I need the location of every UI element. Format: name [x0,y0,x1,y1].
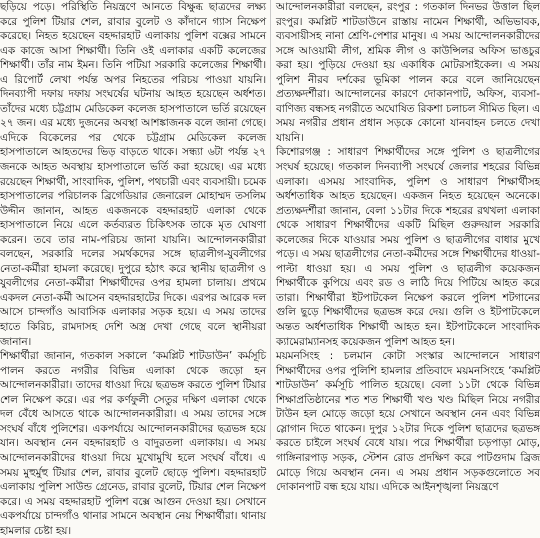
article-column-left [0,0,266,537]
article-paragraph: শিক্ষার্থীরা জানান, গতকাল সকালে ‘কমপ্লিট শাটডাউন’ কর্মসূচি পালন করতে নগরীর বিভিন্ন এলাকা থেকে জড়ো হন আন্দোলনকারীরা। তাদের ধাওয়া দিয়ে ছত্রভঙ্গ করতে পুলিশ টিয়ার শেল নিক্ষেপ করে। এর পর কর্ণফুলী সেতুর দক্ষিণ এলাকা থেকে দল বেঁধে আসতে থাকে আন্দোলনকারীরা। এ সময় তাদের সঙ্গে সংঘর্ষ বাঁধে পুলিশের। একপর্যায়ে আন্দোলনকারীদের ছত্রভঙ্গ হয়ে যান। অবস্থান নেন বহদ্দারহাট ও বাদুরতলা এলাকায়। এ সময় আন্দোলনকারীদের ধাওয়া দিয়ে মুখোমুখি হলে সংঘর্ষ বাঁধে। এ সময় মুহুর্মুহু টিয়ার শেল, রাবার বুলেট ছোড়ে পুলিশ। বহদ্দারহাট এলাকায় পুলিশ সাউন্ড গ্রেনেড, রাবার বুলেট, টিয়ার শেল নিক্ষেপ করে। এ সময় বহদ্দারহাট পুলিশ বক্সে আগুন দেওয়া হয়। সেখানে একপর্যায়ে চান্দগাঁও থানার সামনে অবস্থান নেয় শিক্ষার্থীরা। থানায় হামলার চেষ্টা হয়। [0,350,266,537]
article-paragraph: আন্দোলনকারীরা বলছেন, রংপুর : গতকাল দিনভর উত্তাল ছিল রংপুর। কমপ্লিট শাটডাউনে রাস্তায় নামেন শিক্ষার্থী, অভিভাবক, ব্যবসায়ীসহ নানা শ্রেণি-পেশার মানুষ। এ সময় আন্দোলনকারীদের সঙ্গে আওয়ামী লীগ, শ্রমিক লীগ ও কাউন্সিলর অফিস ভাঙচুর করা হয়। পুড়িয়ে দেওয়া হয় একাধিক মোটরসাইকেল। এ সময় পুলিশ নীরব দর্শকের ভূমিকা পালন করে বলে জানিয়েছেন প্রত্যক্ষদর্শীরা। আন্দোলনের কারণে দোকানপাট, অফিস, ব্যবসা-বাণিজ্য বন্ধসহ নগরীতে অঘোষিত রিকশা চলাচল সীমিত ছিল। এ সময় নগরীর প্রধান প্রধান সড়কে কোনো যানবাহন চলতে দেখা যায়নি। [276,1,540,144]
article-paragraph: ময়মনসিংহ : চলমান কোটা সংস্কার আন্দোলনে সাধারণ শিক্ষার্থীদের ওপর পুলিশি হামলার প্রতিবাদে ময়মনসিংহে ‘কমপ্লিট শাটডাউন’ কর্মসূচি পালিত হয়েছে। বেলা ১১টা থেকে বিভিন্ন শিক্ষাপ্রতিষ্ঠানের শত শত শিক্ষার্থী খণ্ড খণ্ড মিছিল নিয়ে নগরীর টাউন হল মোড়ে জড়ো হয়ে সেখানে অবস্থান নেন এবং বিভিন্ন স্লোগান দিতে থাকেন। দুপুর ১২টার দিকে পুলিশ ছাত্রদের ছত্রভঙ্গ করতে চাইলে সংঘর্ষ বেধে যায়। পরে শিক্ষার্থীরা চড়পাড়া মোড়, গাঙ্গিনারপাড় সড়ক, স্টেশন রোড প্রদক্ষিণ করে পাটগুদাম ব্রিজ মোড়ে গিয়ে অবস্থান নেন। এ সময় প্রধান সড়কগুলোতে সব দোকানপাট বন্ধ হয়ে যায়। এদিকে আইনশৃঙ্খলা নিয়ন্ত্রণে [276,350,540,494]
article-column-right [276,0,540,494]
article-paragraph: ছড়িয়ে পড়ে। পরিস্থিতি নিয়ন্ত্রণে আনতে বিক্ষুব্ধ ছাত্রদের লক্ষ্য করে পুলিশ টিয়ার শেল, রাবার বুলেট ও কাঁদানে গ্যাস নিক্ষেপ করেছে। নিহত হয়েছেন বহদ্দারহাট এলাকায় পুলিশ বক্সের সামনে এক কাজে আসা শিক্ষার্থী। তিনি ওই এলাকার একটি কলেজের শিক্ষার্থী। তাঁর নাম ইমন। তিনি পটিয়া সরকারি কলেজের শিক্ষার্থী। এ রিপোর্ট লেখা পর্যন্ত অপর নিহতের পরিচয় পাওয়া যায়নি। দিনব্যাপী দফায় দফায় সংঘর্ষের ঘটনায় আহত হয়েছেন অর্ধশত। তাঁদের মধ্যে চট্টগ্রাম মেডিকেল কলেজ হাসপাতালে ভর্তি রয়েছেন ২৭ জন। এর মধ্যে দুজনের অবস্থা আশঙ্কাজনক বলে জানা গেছে। এদিকে বিকেলের পর থেকে চট্টগ্রাম মেডিকেল কলেজ হাসপাতালে আহতদের ভিড় বাড়তে থাকে। সন্ধ্যা ৬টা পর্যন্ত ২৭ জনকে আহত অবস্থায় হাসপাতালে ভর্তি করা হয়েছে। এর মধ্যে রয়েছেন শিক্ষার্থী, সাংবাদিক, পুলিশ, পথচারী এবং ব্যবসায়ী। চমেক হাসপাতালের পরিচালক ব্রিগেডিয়ার জেনারেল মোহাম্মদ তসলিম উদ্দীন জানান, আহত একজনকে বহদ্দারহাট এলাকা থেকে হাসপাতালে নিয়ে এলে কর্তব্যরত চিকিৎসক তাকে মৃত ঘোষণা করেন। তবে তার নাম-পরিচয় জানা যায়নি। আন্দোলনকারীরা বলছেন, সরকারি দলের সমর্থকদের সঙ্গে ছাত্রলীগ-যুবলীগের নেতা-কর্মীরা হামলা করেছে। দুপুরে হঠাৎ করে স্থানীয় ছাত্রলীগ ও যুবলীগের নেতা-কর্মীরা শিক্ষার্থীদের ওপর হামলা চালায়। প্রথমে একদল নেতা-কর্মী আসেন বহদ্দারহাটের দিকে। এরপর আরেক দল আসে চান্দগাঁও আবাসিক এলাকার সড়ক হয়ে। এ সময় তাদের হাতে কিরিচ, রামদাসহ দেশি অস্ত্র দেখা গেছে বলে স্থানীয়রা জানান। [0,1,266,348]
article-paragraph: কিশোরগঞ্জ : সাধারণ শিক্ষার্থীদের সঙ্গে পুলিশ ও ছাত্রলীগের সংঘর্ষ হয়েছে। গতকাল দিনব্যাপী সংঘর্ষে জেলার শহরের বিভিন্ন এলাকা। এসময় সাংবাদিক, পুলিশ ও সাধারণ শিক্ষার্থীসহ অর্ধশতাধিক আহত হয়েছেন। একজন নিহত হয়েছেন অনেকে। প্রত্যক্ষদর্শীরা জানান, বেলা ১১টার দিকে শহরের রথখলা এলাকা থেকে সাধারণ শিক্ষার্থীদের একটি মিছিল গুরুদয়াল সরকারি কলেজের দিকে যাওয়ার সময় পুলিশ ও ছাত্রলীগের বাধার মুখে পড়ে। এ সময় ছাত্রলীগের নেতা-কর্মীদের সঙ্গে শিক্ষার্থীদের ধাওয়া-পাল্টা ধাওয়া হয়। এ সময় পুলিশ ও ছাত্রলীগ কয়েকজন শিক্ষার্থীকে কুপিয়ে এবং রড ও লাঠি দিয়ে পিটিয়ে আহত করে তারা। শিক্ষার্থীরা ইটপাটকেল নিক্ষেপ করলে পুলিশ শটগানের গুলি ছুড়ে শিক্ষার্থীদের ছত্রভঙ্গ করে দেয়। গুলি ও ইটপাটকেলে অন্তত অর্ধশতাধিক শিক্ষার্থী আহত হন। ইটপাটকেলে সাংবাদিক ক্যামেরাম্যানসহ কয়েকজন পুলিশ আহত হন। [276,146,540,348]
column-divider [270,0,271,440]
